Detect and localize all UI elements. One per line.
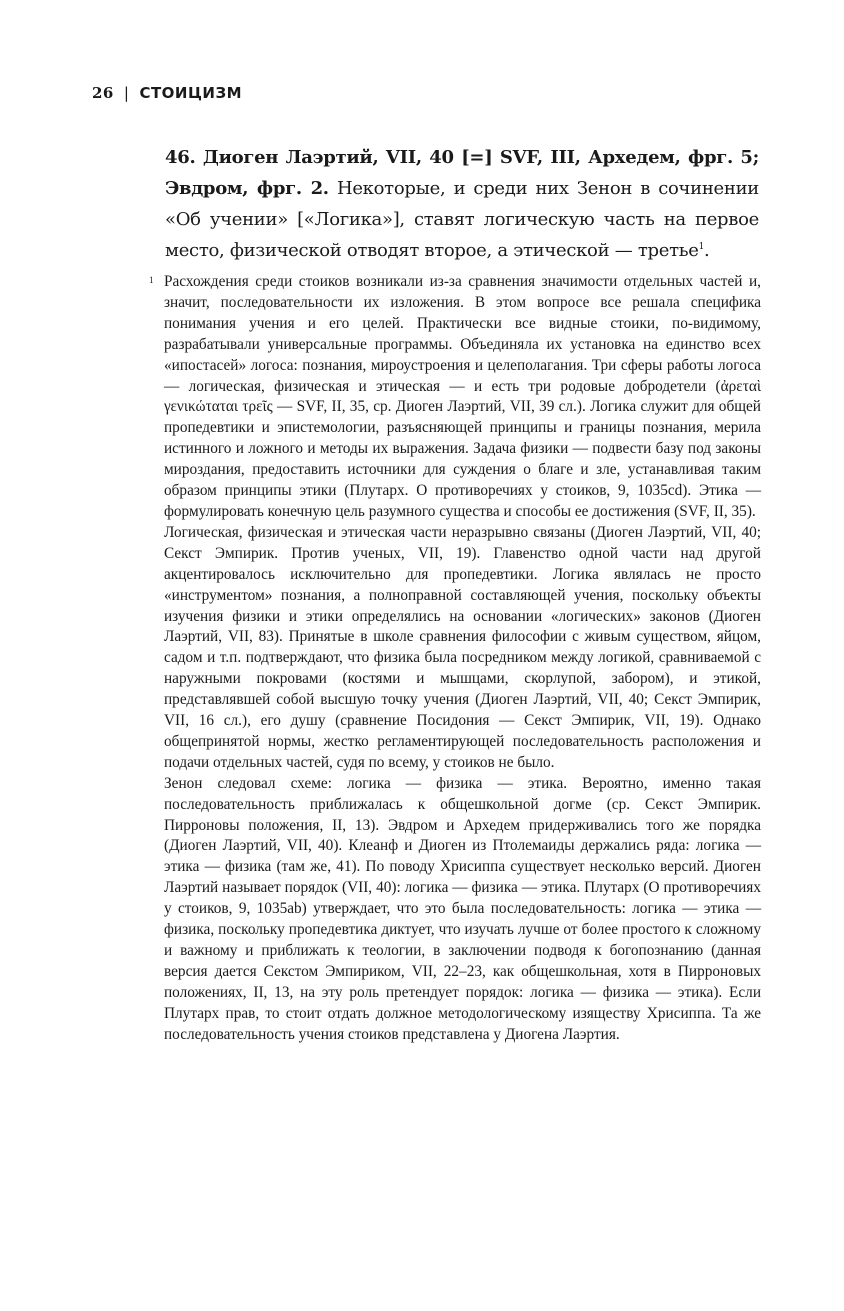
footnote [149, 272, 761, 1046]
running-head [92, 84, 242, 102]
fragment-paragraph [165, 142, 759, 266]
footnote-paragraph: Расхождения среди стоиков возникали из-за сравнения значимости отдельных частей и, значит, последовательности их изложения. В этом вопросе все решала специфика понимания учения и его целей. Практически все видные стоики, по-видимому, разрабатывали универсальные программы. Объединяла их установка на единство всех «ипостасей» логоса: познания, мироустроения и целеполагания. Три сферы работы логоса — логическая, физическая и этическая — и есть три родовые добродетели (ἀρεταὶ γενικώταται τρεῖς — SVF, II, 35, ср. Диоген Лаэртий, VII, 39 сл.). Логика служит для общей пропедевтики и эпистемологии, разъясняющей принципы и границы познания, мерила истинного и ложного и методы их выражения. Задача физики — подвести базу под законы мироздания, предоставить источники для суждения о благе и зле, устанавливая таким образом принципы этики (Плутарх. О противоречиях у стоиков, 9, 1035cd). Этика — формулировать конечную цель разумного существа и способы ее достижения (SVF, II, 35). [164, 273, 761, 520]
header-separator: | [123, 84, 130, 102]
footnote-paragraph: Зенон следовал схеме: логика — физика — этика. Вероятно, именно такая последовательность приближалась к общешкольной догме (ср. Секст Эмпирик. Пирроновы положения, II, 13). Эвдром и Архедем придерживались того же порядка (Диоген Лаэртий, VII, 40). Клеанф и Диоген из Птолемаиды держались ряда: логика — этика — физика (там же, 41). По поводу Хрисиппа существует несколько версий. Диоген Лаэртий называет порядок (VII, 40): логика — физика — этика. Плутарх (О противоречиях у стоиков, 9, 1035ab) утверждает, что это была последовательность: логика — этика — физика, поскольку пропедевтика диктует, что изучать лучше от более простого к сложному и важному и приближать к теологии, в заключении подводя к богопознанию (данная версия дается Секстом Эмпириком, VII, 22–23, как общешкольная, хотя в Пирроновых положениях, II, 13, на эту роль претендует порядок: логика — физика — этика). Если Плутарх прав, то стоит отдать должное методологическому изяществу Хрисиппа. Та же последовательность учения стоиков представлена у Диогена Лаэртия. [164, 774, 761, 1043]
section-title: СТОИЦИЗМ [139, 84, 243, 102]
fragment-reference: 46. Диоген Лаэртий, VII, 40 [=] SVF, III, Архедем, фрг. 5; Эвдром, фрг. 2. [165, 147, 759, 199]
footnote-body [164, 272, 761, 1046]
fragment-text: Некоторые, и среди них Зенон в сочинении «Об учении» [«Логика»], ставят логическую часть на первое место, физической отводят второе, а этической — третье [165, 178, 759, 261]
footnote-marker: 1 [149, 275, 154, 285]
footnote-paragraph: Логическая, физическая и этическая части неразрывно связаны (Диоген Лаэртий, VII, 40; Секст Эмпирик. Против ученых, VII, 19). Главенство одной части над другой акцентировалось исключительно для пропедевтики. Логика являлась не просто «инструментом» познания, а полноправной составляющей учения, поскольку объекты изучения физики и этики определялись на основании «логических» законов (Диоген Лаэртий, VII, 83). Принятые в школе сравнения философии с живым существом, яйцом, садом и т.п. подтверждают, что физика была посредником между логикой, сравниваемой с наружными покровами (костями и мышцами, скорлупой, забором), и этикой, представлявшей собой высшую точку учения (Диоген Лаэртий, VII, 40; Секст Эмпирик, VII, 16 сл.), его душу (сравнение Посидония — Секст Эмпирик, VII, 19). Однако общепринятой нормы, жестко регламентирующей последовательность расположения и подачи отдельных частей, судя по всему, у стоиков не было. [164, 523, 761, 771]
footnote-reference[interactable]: 1 [698, 242, 705, 252]
fragment-period: . [704, 240, 710, 261]
page-number: 26 [92, 84, 114, 102]
